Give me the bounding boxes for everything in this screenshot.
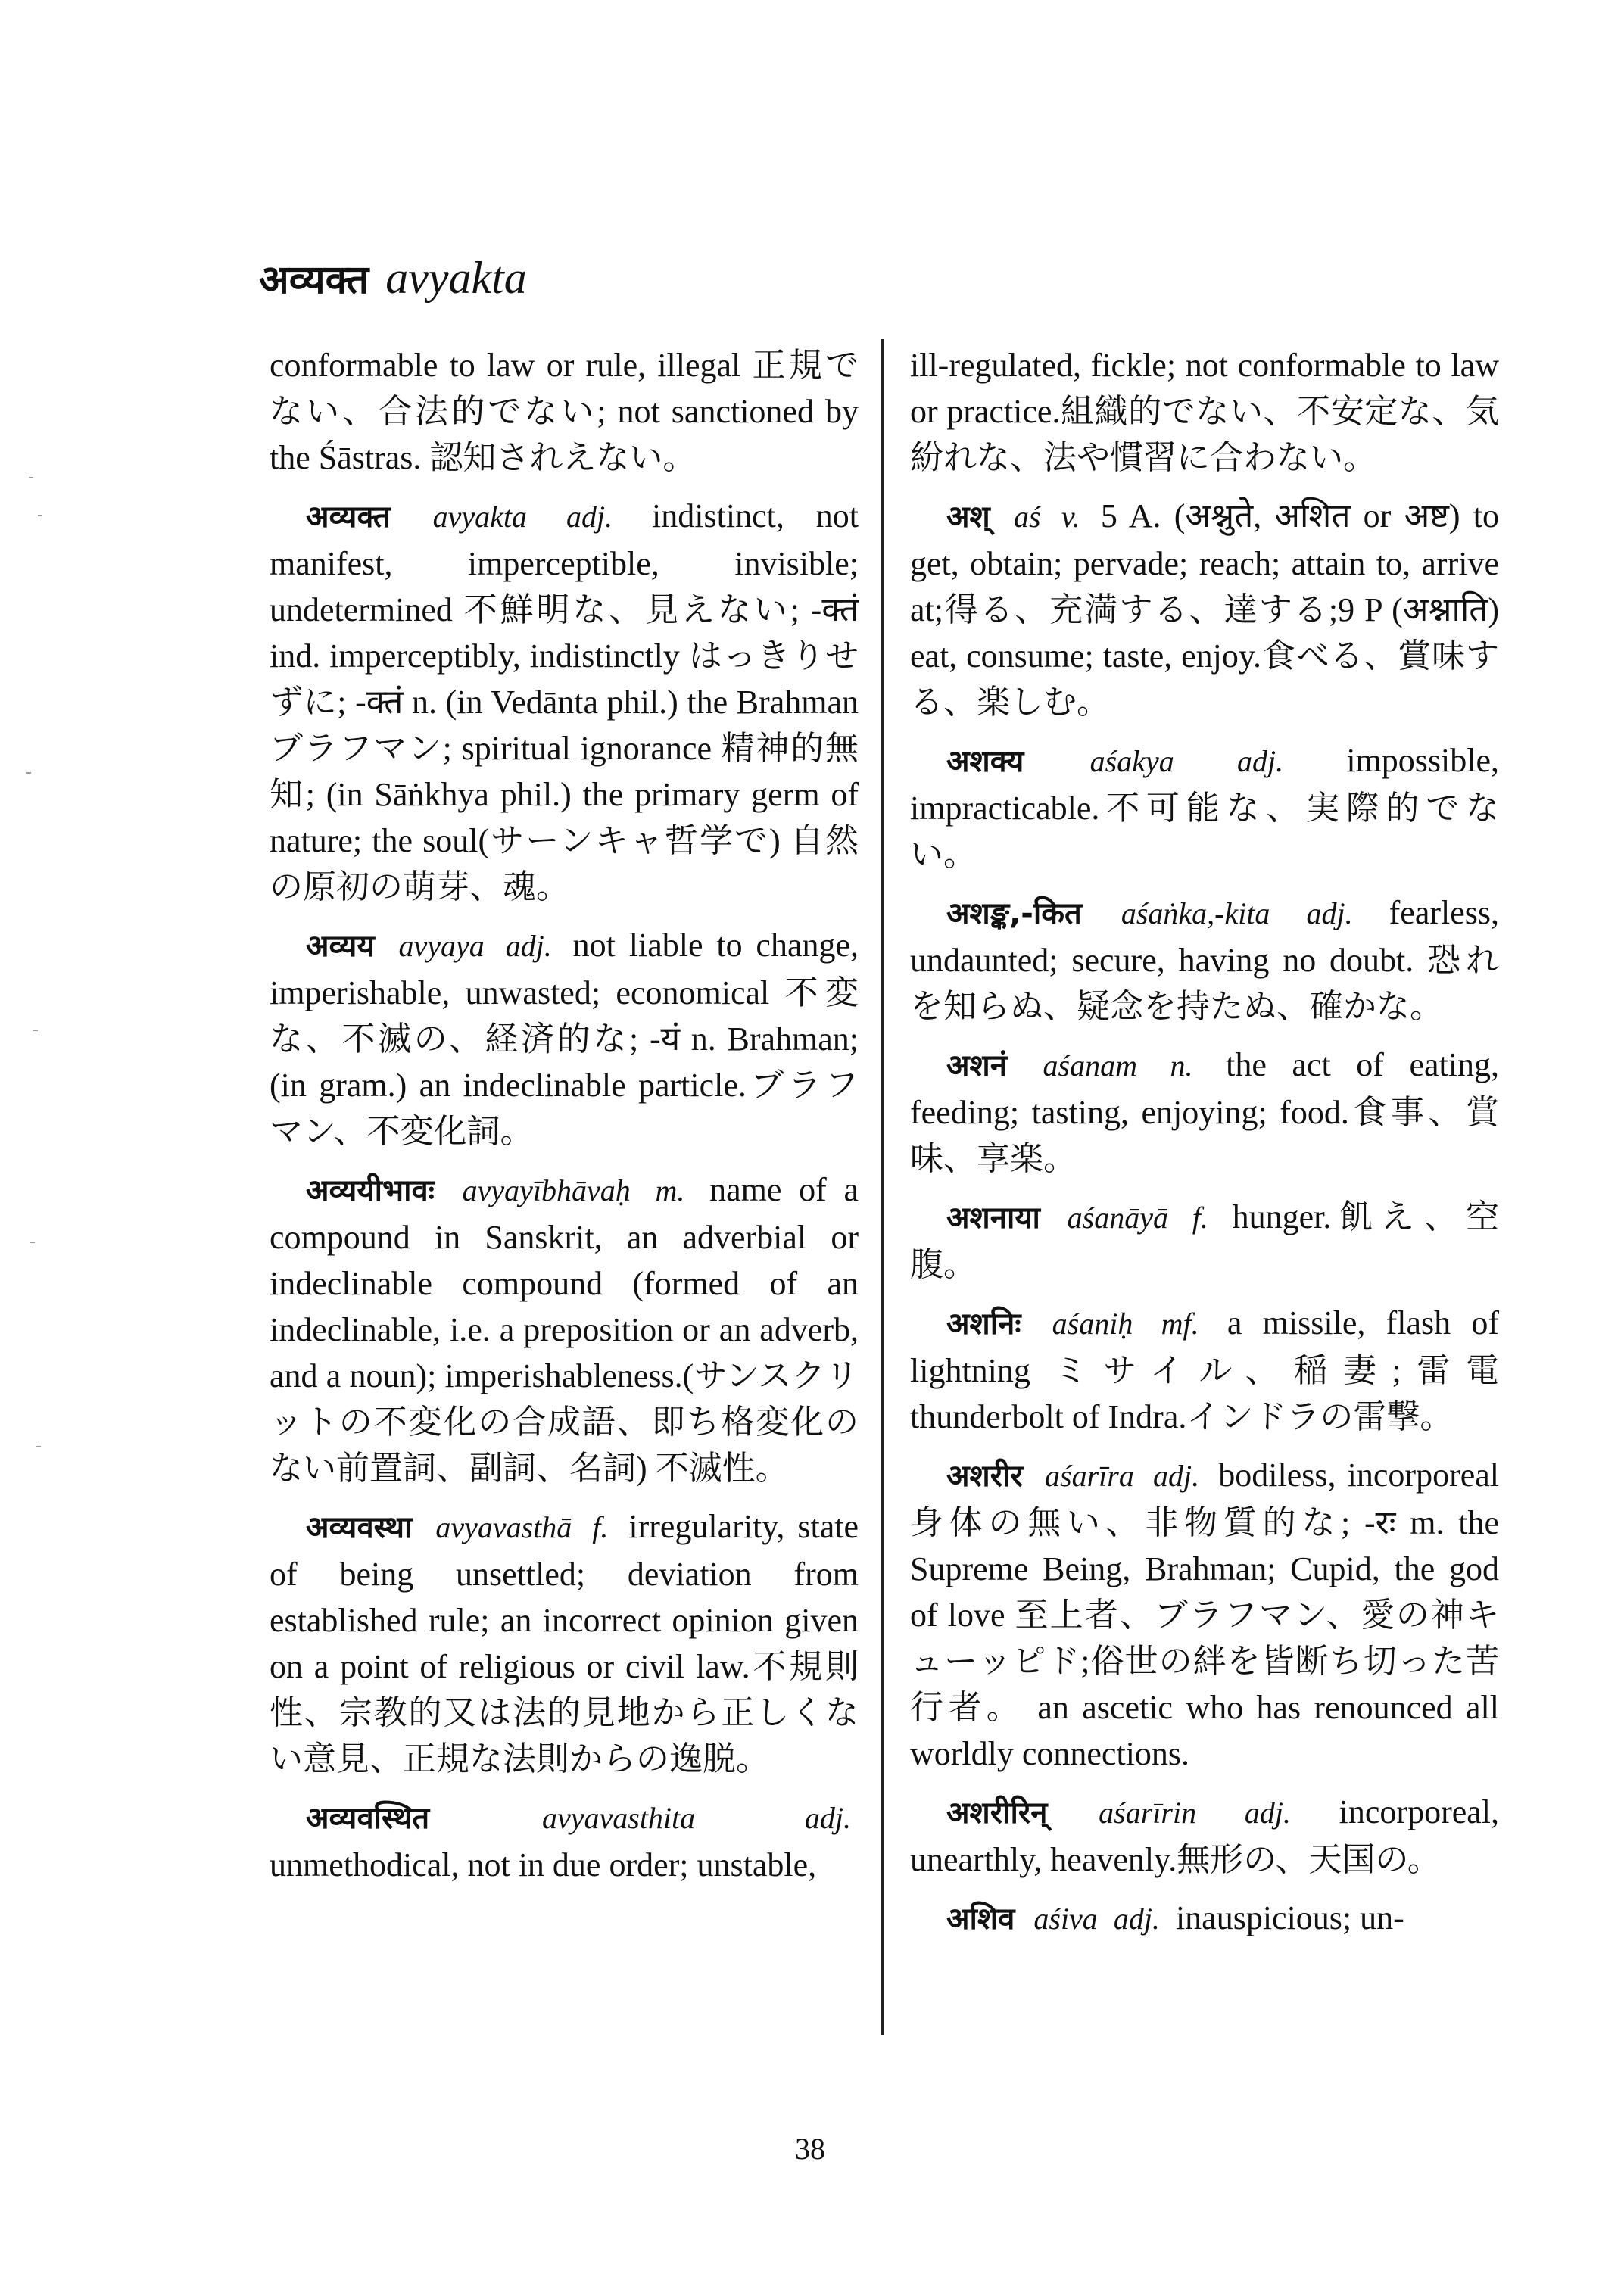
entry-definition: indistinct, not manifest, imperceptible, invisible; undetermined 不鮮明な、見えない; -क्तं ind. imperceptibly, indistinctly はっきりせずに; -क्तं n. (in Vedānta phil.) the Brahman ブラフマン; spiritual ignorance 精神的無知; (in Sāṅkhya phil.) the primary germ of nature; the soul(サーンキャ哲学で) 自然の原初の萌芽、魂。	[270, 497, 859, 905]
entry-transliteration: aśaṅka,-kita	[1121, 896, 1270, 930]
entry-definition: not liable to change, imperishable, unwasted; economical 不変な、不滅の、経済的な; -यं n. Brahman; (in gram.) an indeclinable particle.ブラフマン、不変化詞。	[270, 927, 859, 1150]
entry-headword: अशक्य	[946, 744, 1024, 779]
entry-grammar: adj.	[505, 929, 552, 963]
entry-transliteration: aśakya	[1089, 744, 1174, 778]
dictionary-entry	[910, 1042, 1499, 1182]
page-header	[259, 251, 527, 305]
header-transliteration: avyakta	[385, 253, 527, 303]
entry-definition: ill-regulated, fickle; not conformable to law or practice.組織的でない、不安定な、気紛れな、法や慣習に合わない。	[910, 347, 1499, 476]
dictionary-entry	[270, 922, 859, 1154]
dictionary-entry	[910, 1895, 1499, 1943]
dictionary-entry	[270, 1503, 859, 1782]
entry-grammar: f.	[592, 1510, 609, 1544]
entry-headword: अशनं	[946, 1048, 1007, 1083]
dictionary-entry	[910, 737, 1499, 877]
entry-headword: अशरीरिन्	[946, 1796, 1048, 1830]
entry-grammar: adj.	[1306, 896, 1353, 930]
entry-definition: the act of eating, feeding; tasting, enjoying; food.食事、賞味、享楽。	[910, 1046, 1499, 1177]
entry-definition: hunger.飢え、空腹。	[910, 1198, 1499, 1283]
entry-headword: अशिव	[946, 1902, 1015, 1936]
entry-grammar: adj.	[1244, 1796, 1291, 1830]
entry-transliteration: avyaya	[398, 929, 485, 963]
dictionary-entry	[270, 1794, 859, 1888]
entry-headword: अश्	[946, 500, 990, 534]
dictionary-entry	[910, 342, 1499, 481]
entry-transliteration: aśiva	[1033, 1902, 1098, 1936]
entry-transliteration: avyavasthita	[541, 1801, 696, 1835]
entry-definition: irregularity, state of being unsettled; deviation from established rule; an incorrect opinion given on a point of religious or civil law.不規則性、宗教的又は法的見地から正しくない意見、正規な法則からの逸脱。	[270, 1508, 859, 1777]
entry-definition: bodiless, incorporeal 身体の無い、非物質的な; -रः m. the Supreme Being, Brahman; Cupid, the god of love 至上者、ブラフマン、愛の神キューッピド;俗世の絆を皆断ち切った苦行者。 an ascetic who has renounced all worldly connections.	[910, 1456, 1500, 1772]
entry-definition: unmethodical, not in due order; unstable,	[270, 1846, 817, 1883]
entry-definition: inauspicious; un-	[1175, 1899, 1404, 1936]
entry-headword: अव्यवस्था	[306, 1510, 413, 1545]
dictionary-entry	[910, 1300, 1499, 1440]
entry-grammar: adj.	[1236, 744, 1284, 778]
right-column	[910, 342, 1499, 1955]
entry-transliteration: aś	[1014, 500, 1041, 534]
entry-transliteration: aśarīra	[1045, 1459, 1134, 1493]
entry-grammar: adj.	[1153, 1459, 1200, 1493]
dictionary-entry	[270, 1167, 859, 1491]
entry-grammar: v.	[1061, 500, 1080, 534]
entry-headword: अव्यवस्थित	[306, 1801, 430, 1836]
entry-transliteration: aśarīrin	[1099, 1796, 1197, 1830]
entry-grammar: adj.	[566, 500, 613, 534]
dictionary-entry	[270, 342, 859, 481]
entry-definition: fearless, undaunted; secure, having no doubt. 恐れを知らぬ、疑念を持たぬ、確かな。	[910, 894, 1500, 1025]
column-divider	[881, 339, 884, 2035]
entry-definition: 5 A. (अश्नुते, अशित or अष्ट) to get, obtain; pervade; reach; attain to, arrive at;得る、充満する、達する;9 P (अश्नाति) eat, consume; taste, enjoy.食べる、賞味する、楽しむ。	[910, 497, 1500, 721]
entry-headword: अशङ्क,-कित	[946, 896, 1082, 931]
entry-definition: impossible, impracticable.不可能な、実際的でない。	[910, 742, 1500, 873]
entry-transliteration: aśaniḥ	[1052, 1307, 1133, 1341]
margin-specks	[23, 454, 53, 1665]
dictionary-entry	[910, 1194, 1499, 1288]
entry-definition: name of a compound in Sanskrit, an adverbial or indeclinable compound (formed of an indeclinable, i.e. a preposition or an adverb, and a noun); imperishableness.(サンスクリットの不変化の合成語、即ち格変化のない前置詞、副詞、名詞) 不滅性。	[270, 1171, 859, 1487]
entry-definition: conformable to law or rule, illegal 正規でない、合法的でない; not sanctioned by the Śāstras. 認知されえない。	[270, 347, 859, 476]
entry-definition: incorporeal, unearthly, heavenly.無形の、天国の。	[910, 1793, 1500, 1878]
entry-grammar: n.	[1170, 1048, 1193, 1083]
left-column	[270, 342, 859, 1900]
entry-grammar: f.	[1192, 1201, 1208, 1235]
entry-grammar: m.	[655, 1173, 685, 1207]
entry-transliteration: aśanāyā	[1067, 1201, 1168, 1235]
entry-headword: अशनाया	[946, 1201, 1040, 1235]
entry-transliteration: avyavasthā	[435, 1510, 572, 1544]
entry-grammar: adj.	[804, 1801, 851, 1835]
entry-transliteration: avyayībhāvaḥ	[462, 1173, 631, 1207]
entry-transliteration: aśanam	[1043, 1048, 1137, 1083]
dictionary-entry	[910, 889, 1499, 1030]
entry-transliteration: avyakta	[432, 500, 528, 534]
entry-headword: अशनिः	[946, 1307, 1021, 1341]
entry-grammar: mf.	[1161, 1307, 1199, 1341]
entry-headword: अव्यक्त	[306, 500, 391, 534]
dictionary-entry	[910, 1789, 1499, 1883]
entry-headword: अव्यय	[306, 929, 375, 964]
page-number: 38	[795, 2132, 825, 2166]
dictionary-entry	[910, 1452, 1499, 1777]
entry-headword: अशरीर	[946, 1459, 1023, 1494]
dictionary-entry	[910, 493, 1499, 725]
dictionary-entry	[270, 493, 859, 910]
entry-definition: a missile, flash of lightning ミサイル、稲妻;雷電 thunderbolt of Indra.インドラの雷撃。	[910, 1304, 1500, 1435]
entry-headword: अव्ययीभावः	[306, 1173, 435, 1208]
header-devanagari: अव्यक्त	[259, 257, 369, 303]
entry-grammar: adj.	[1113, 1902, 1160, 1936]
